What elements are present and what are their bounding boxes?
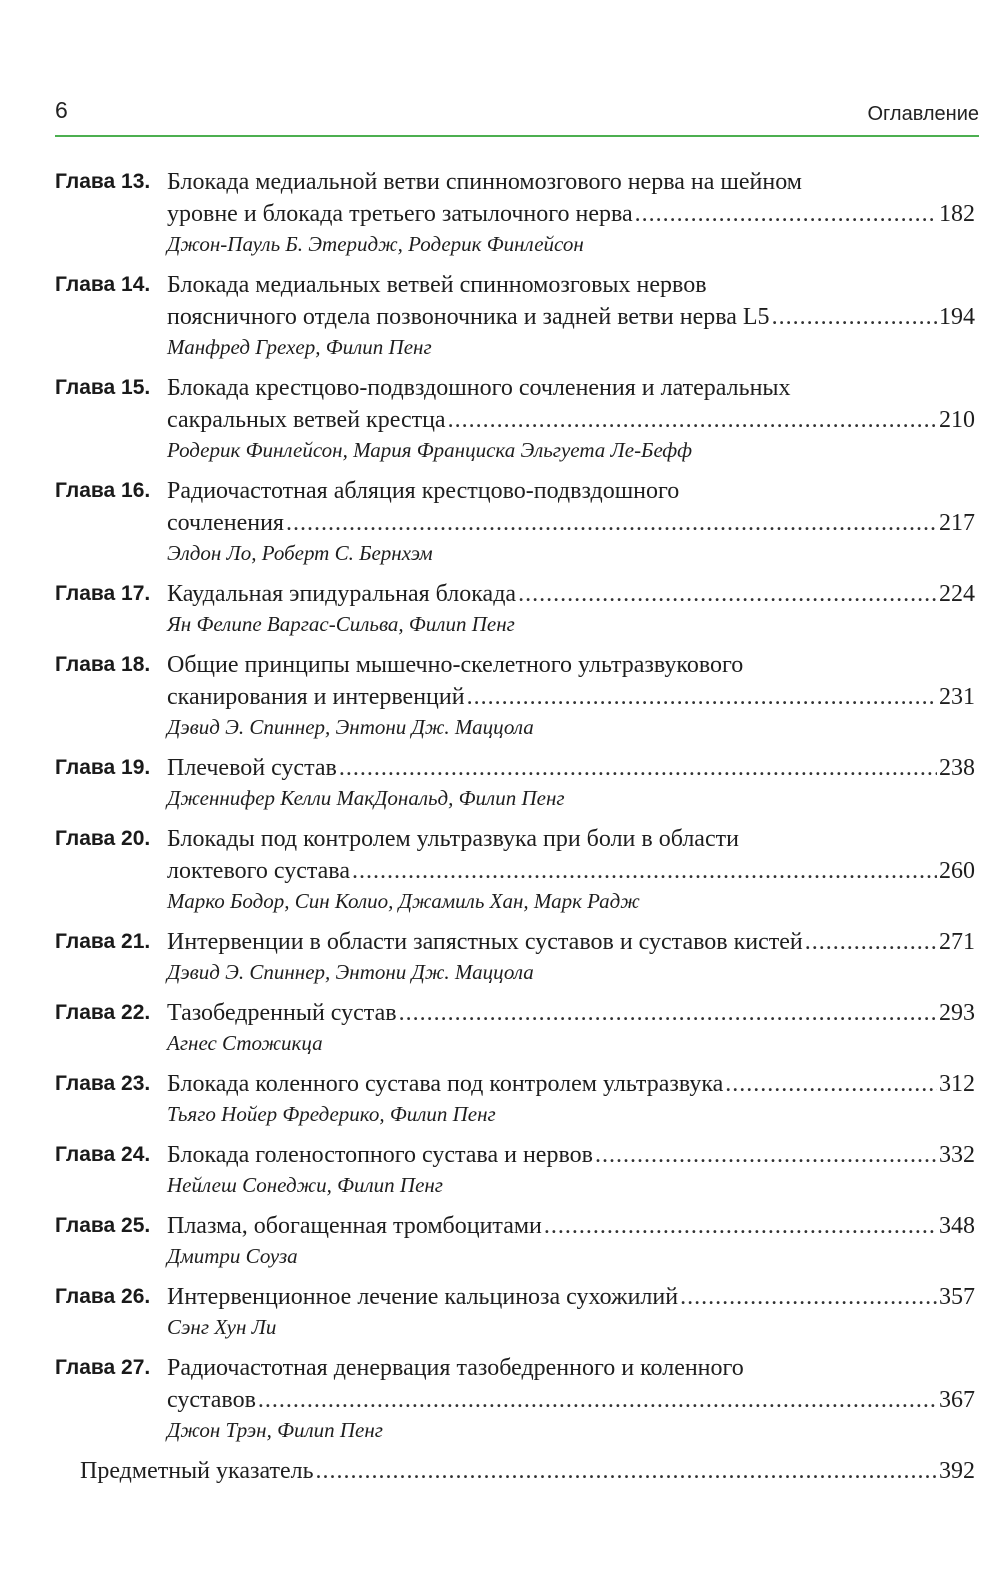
chapter-authors: Джон Трэн, Филип Пенг <box>167 1418 383 1442</box>
leader-dots <box>448 404 937 436</box>
chapter-title-text: Интервенции в области запястных суставов и суставов кистей <box>167 929 803 955</box>
chapter-authors: Дженнифер Келли МакДональд, Филип Пенг <box>167 786 565 810</box>
leader-dots <box>518 578 937 610</box>
chapter-authors: Марко Бодор, Син Колио, Джамиль Хан, Марк Радж <box>167 889 640 913</box>
chapter-title-last-line <box>167 578 975 610</box>
toc-entry[interactable] <box>55 1139 975 1200</box>
chapter-title-text: суставов <box>167 1387 256 1413</box>
chapter-authors: Нейлеш Сонеджи, Филип Пенг <box>167 1173 444 1197</box>
chapter-title-text: Блокада голеностопного сустава и нервов <box>167 1142 593 1168</box>
entry-body <box>167 372 975 465</box>
chapter-label: Глава 19. <box>55 756 151 779</box>
chapter-title-line: Общие принципы мышечно-скелетного ультразвукового <box>167 652 744 678</box>
chapter-title-last-line <box>167 926 975 958</box>
toc-entry[interactable] <box>55 1210 975 1271</box>
page-reference: 260 <box>939 858 975 884</box>
chapter-authors: Сэнг Хун Ли <box>167 1315 277 1339</box>
chapter-title-last-line <box>167 681 975 713</box>
page-number: 6 <box>55 97 68 123</box>
entry-body <box>167 926 975 987</box>
chapter-title-text: сочленения <box>167 510 284 536</box>
entry-body <box>167 649 975 742</box>
toc-entry[interactable] <box>55 926 975 987</box>
page-reference: 293 <box>939 1000 975 1026</box>
page-reference: 238 <box>939 755 975 781</box>
chapter-title-text: Плечевой сустав <box>167 755 337 781</box>
toc-entry[interactable] <box>55 1352 975 1445</box>
subject-index-title: Предметный указатель <box>80 1458 314 1484</box>
page-reference: 332 <box>939 1142 975 1168</box>
chapter-label: Глава 17. <box>55 582 151 605</box>
page-reference: 312 <box>939 1071 975 1097</box>
page-reference: 182 <box>939 201 975 227</box>
entry-body <box>167 1352 975 1445</box>
chapter-title-text: Каудальная эпидуральная блокада <box>167 581 517 607</box>
chapter-title-last-line <box>167 1139 975 1171</box>
chapter-authors: Родерик Финлейсон, Мария Франциска Эльгуета Ле-Бефф <box>167 438 693 462</box>
leader-dots <box>339 752 937 784</box>
chapter-authors: Манфред Грехер, Филип Пенг <box>167 335 432 359</box>
toc-entry[interactable] <box>55 1281 975 1342</box>
chapter-label: Глава 27. <box>55 1356 151 1379</box>
chapter-title-text: локтевого сустава <box>167 858 350 884</box>
chapter-title-last-line <box>167 1281 975 1313</box>
chapter-authors: Агнес Стожикца <box>167 1031 323 1055</box>
leader-dots <box>286 507 937 539</box>
toc-entry[interactable] <box>55 269 975 362</box>
page-reference: 194 <box>939 304 975 330</box>
table-of-contents <box>55 166 975 1487</box>
chapter-label: Глава 15. <box>55 376 151 399</box>
chapter-title-last-line <box>167 1068 975 1100</box>
leader-dots <box>680 1281 937 1313</box>
entry-body <box>167 1139 975 1200</box>
chapter-label: Глава 25. <box>55 1214 151 1237</box>
chapter-title-text: Интервенционное лечение кальциноза сухожилий <box>167 1284 679 1310</box>
toc-entry[interactable] <box>55 372 975 465</box>
page-reference: 224 <box>939 581 975 607</box>
chapter-title-line: Блокады под контролем ультразвука при боли в области <box>167 826 739 852</box>
chapter-title-line: Радиочастотная абляция крестцово-подвздошного <box>167 478 680 504</box>
chapter-title-last-line <box>167 301 975 333</box>
chapter-label: Глава 14. <box>55 273 151 296</box>
chapter-title-last-line <box>167 404 975 436</box>
chapter-label: Глава 22. <box>55 1001 151 1024</box>
chapter-label: Глава 18. <box>55 653 151 676</box>
page-header <box>55 95 979 137</box>
chapter-authors: Дэвид Э. Спиннер, Энтони Дж. Маццола <box>167 960 534 984</box>
chapter-title-last-line <box>167 1384 975 1416</box>
chapter-authors: Джон-Пауль Б. Этеридж, Родерик Финлейсон <box>167 232 584 256</box>
leader-dots <box>805 926 937 958</box>
section-title: Оглавление <box>867 103 979 125</box>
chapter-title-text: Тазобедренный сустав <box>167 1000 397 1026</box>
chapter-title-last-line <box>167 997 975 1029</box>
leader-dots <box>467 681 937 713</box>
entry-body <box>167 269 975 362</box>
leader-dots <box>544 1210 937 1242</box>
toc-entry[interactable] <box>55 475 975 568</box>
leader-dots <box>635 198 937 230</box>
toc-entry[interactable] <box>55 997 975 1058</box>
entry-body <box>167 997 975 1058</box>
leader-dots <box>399 997 937 1029</box>
page-reference: 367 <box>939 1387 975 1413</box>
page-reference: 217 <box>939 510 975 536</box>
chapter-title-last-line <box>167 198 975 230</box>
subject-index-entry[interactable] <box>55 1455 975 1487</box>
chapter-title-last-line <box>167 855 975 887</box>
chapter-title-text: сканирования и интервенций <box>167 684 465 710</box>
chapter-label: Глава 26. <box>55 1285 151 1308</box>
leader-dots <box>725 1068 937 1100</box>
toc-entry[interactable] <box>55 578 975 639</box>
chapter-title-text: уровне и блокада третьего затылочного нерва <box>167 201 633 227</box>
chapter-title-text: сакральных ветвей крестца <box>167 407 446 433</box>
chapter-title-line: Блокада медиальных ветвей спинномозговых нервов <box>167 272 707 298</box>
chapter-label: Глава 20. <box>55 827 151 850</box>
leader-dots <box>316 1455 937 1487</box>
chapter-label: Глава 16. <box>55 479 151 502</box>
chapter-title-text: Плазма, обогащенная тромбоцитами <box>167 1213 542 1239</box>
subject-index-page: 392 <box>939 1458 975 1484</box>
leader-dots <box>258 1384 937 1416</box>
chapter-authors: Тьяго Нойер Фредерико, Филип Пенг <box>167 1102 496 1126</box>
leader-dots <box>595 1139 937 1171</box>
chapter-label: Глава 21. <box>55 930 151 953</box>
chapter-title-line: Блокада медиальной ветви спинномозгового нерва на шейном <box>167 169 802 195</box>
chapter-authors: Дмитри Соуза <box>167 1244 298 1268</box>
chapter-authors: Элдон Ло, Роберт С. Бернхэм <box>167 541 433 565</box>
entry-body <box>167 475 975 568</box>
page-reference: 210 <box>939 407 975 433</box>
entry-body <box>167 823 975 916</box>
toc-entry[interactable] <box>55 649 975 742</box>
entry-body <box>167 1281 975 1342</box>
leader-dots <box>772 301 937 333</box>
page-reference: 231 <box>939 684 975 710</box>
page-reference: 348 <box>939 1213 975 1239</box>
chapter-title-text: Блокада коленного сустава под контролем ультразвука <box>167 1071 724 1097</box>
chapter-title-last-line <box>167 507 975 539</box>
toc-entry[interactable] <box>55 1068 975 1129</box>
toc-entry[interactable] <box>55 166 975 259</box>
chapter-authors: Дэвид Э. Спиннер, Энтони Дж. Маццола <box>167 715 534 739</box>
entry-body <box>167 166 975 259</box>
chapter-title-last-line <box>167 1210 975 1242</box>
entry-body <box>167 578 975 639</box>
page-reference: 271 <box>939 929 975 955</box>
chapter-title-line: Радиочастотная денервация тазобедренного и коленного <box>167 1355 744 1381</box>
chapter-label: Глава 23. <box>55 1072 151 1095</box>
page-reference: 357 <box>939 1284 975 1310</box>
entry-body <box>167 752 975 813</box>
chapter-title-line: Блокада крестцово-подвздошного сочленения и латеральных <box>167 375 791 401</box>
toc-entry[interactable] <box>55 823 975 916</box>
toc-entry[interactable] <box>55 752 975 813</box>
chapter-title-text: поясничного отдела позвоночника и задней ветви нерва L5 <box>167 304 770 330</box>
leader-dots <box>352 855 937 887</box>
entry-body <box>167 1210 975 1271</box>
chapter-authors: Ян Фелипе Варгас-Сильва, Филип Пенг <box>167 612 515 636</box>
entry-body <box>167 1068 975 1129</box>
chapter-title-last-line <box>167 752 975 784</box>
chapter-label: Глава 13. <box>55 170 151 193</box>
chapter-label: Глава 24. <box>55 1143 151 1166</box>
